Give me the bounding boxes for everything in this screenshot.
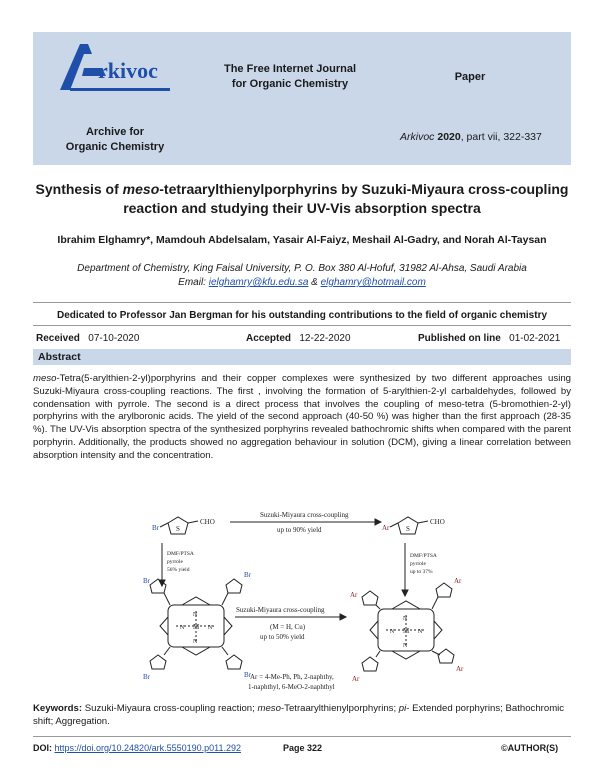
svg-text:N: N bbox=[180, 625, 185, 631]
svg-text:N: N bbox=[208, 625, 213, 631]
page-number: Page 322 bbox=[283, 743, 323, 753]
thiophene-ring bbox=[226, 655, 242, 669]
svg-text:1-naphthyl, 6-MeO-2-naphthyl: 1-naphthyl, 6-MeO-2-naphthyl bbox=[248, 683, 335, 691]
svg-text:DMF/PTSA: DMF/PTSA bbox=[167, 551, 194, 557]
thiophene-ring bbox=[362, 657, 378, 671]
thiophene-ring bbox=[436, 583, 452, 597]
citation: Arkivoc 2020, part vii, 322-337 bbox=[400, 131, 542, 143]
affiliation: Department of Chemistry, King Faisal University, P. O. Box 380 Al-Hofuf, 31982 Al-Ahsa, Saudi Arabia Email: ielghamry@kfu.edu.sa & elghamry@hotmail.com bbox=[77, 263, 527, 288]
svg-text:Br: Br bbox=[244, 571, 251, 579]
divider bbox=[33, 325, 571, 326]
svg-text:N: N bbox=[193, 612, 198, 618]
svg-text:Suzuki-Miyaura cross-coupling: Suzuki-Miyaura cross-coupling bbox=[236, 606, 325, 614]
svg-text:N: N bbox=[390, 629, 395, 635]
keywords: Keywords: Suzuki-Miyaura cross-coupling reaction; meso-Tetraarylthienylporphyrins; pi- Extended porphyrins; Bathochromic shift; Aggregation. bbox=[33, 703, 565, 727]
svg-text:DMF/PTSA: DMF/PTSA bbox=[410, 553, 437, 559]
svg-text:Ar: Ar bbox=[352, 675, 360, 683]
paper-type-label: Paper bbox=[454, 71, 486, 83]
svg-text:Ar = 4-Me-Ph, Ph, 2-naphthy,: Ar = 4-Me-Ph, Ph, 2-naphthy, bbox=[250, 673, 334, 681]
published-date: Published on line 01-02-2021 bbox=[418, 333, 561, 344]
svg-text:N: N bbox=[403, 643, 408, 649]
svg-text:Ar: Ar bbox=[456, 665, 464, 673]
author-list: Ibrahim Elghamry*, Mamdouh Abdelsalam, Yasair Al-Faiyz, Meshail Al-Gadry, and Norah Al-Taysan bbox=[57, 234, 547, 246]
svg-text:N: N bbox=[193, 639, 198, 645]
email-link-1[interactable]: ielghamry@kfu.edu.sa bbox=[208, 277, 309, 288]
svg-text:N: N bbox=[403, 616, 408, 622]
svg-text:56% yield: 56% yield bbox=[167, 567, 190, 573]
dedication: Dedicated to Professor Jan Bergman for his outstanding contributions to the field of organic chemistry bbox=[56, 310, 548, 321]
reaction-scheme bbox=[140, 505, 470, 695]
received-date: Received 07-10-2020 bbox=[36, 333, 140, 344]
svg-text:(M = H, Cu): (M = H, Cu) bbox=[270, 623, 306, 631]
svg-text:Ar: Ar bbox=[454, 577, 462, 585]
svg-text:Br: Br bbox=[152, 524, 159, 532]
copyright: ©AUTHOR(S) bbox=[501, 743, 559, 753]
svg-text:M: M bbox=[193, 623, 200, 631]
svg-text:Ar: Ar bbox=[382, 524, 390, 532]
arkivoc-logo bbox=[58, 38, 198, 98]
svg-text:S: S bbox=[406, 525, 410, 533]
svg-text:Br: Br bbox=[143, 673, 150, 681]
paper-title: Synthesis of meso-tetraarylthienylporphyrins by Suzuki-Miyaura cross-coupling reaction and studying their UV-Vis absorption spectra bbox=[35, 181, 569, 216]
svg-text:up to 37%: up to 37% bbox=[410, 569, 433, 575]
thiophene-ring bbox=[362, 591, 378, 605]
svg-text:up to 50% yield: up to 50% yield bbox=[260, 633, 305, 641]
svg-text:CHO: CHO bbox=[430, 518, 445, 526]
svg-text:up to 90% yield: up to 90% yield bbox=[277, 526, 322, 534]
svg-text:M: M bbox=[403, 627, 410, 635]
archive-label: Archive for Organic Chemistry bbox=[65, 126, 165, 153]
svg-text:Suzuki-Miyaura cross-coupling: Suzuki-Miyaura cross-coupling bbox=[260, 511, 349, 519]
svg-text:pyrrole: pyrrole bbox=[167, 559, 183, 565]
footer-divider bbox=[33, 736, 571, 737]
svg-text:pyrrole: pyrrole bbox=[410, 561, 426, 567]
divider bbox=[33, 302, 571, 303]
thiophene-ring bbox=[438, 649, 454, 663]
email-link-2[interactable]: elghamry@hotmail.com bbox=[320, 277, 426, 288]
abstract-text: meso-Tetra(5-arylthien-2-yl)porphyrins and their copper complexes were synthesized by two different approaches using Suzuki-Miyaura cross-coupling reactions. The first , involving the formation of 5-arylthien-2-yl carbaldehydes, followed by condensation with pyrrole. The second is a direct process that involves the coupling of meso-tetra (5-bromothien-2-yl) porphyrins with the arylboronic acids. The yield of the second approach (40-50 %) was higher than the first approach (28-35 %). The UV-Vis absorption spectra of the synthesized porphyrins revealed bathochromic shifts when compared with the parent porphyrin. Additionally, the products showed no aggregation behaviour in solution (DCM), giving a linear correlation between absorption intensity and the concentration. bbox=[33, 373, 571, 461]
accepted-date: Accepted 12-22-2020 bbox=[246, 333, 351, 344]
svg-text:Br: Br bbox=[244, 671, 251, 679]
thiophene-ring bbox=[150, 655, 166, 669]
svg-text:N: N bbox=[418, 629, 423, 635]
svg-text:S: S bbox=[176, 525, 180, 533]
journal-tagline: The Free Internet Journal for Organic Chemistry bbox=[223, 63, 357, 90]
thiophene-ring bbox=[226, 579, 242, 593]
svg-text:CHO: CHO bbox=[200, 518, 215, 526]
svg-text:Br: Br bbox=[143, 577, 150, 585]
abstract-heading-bar bbox=[33, 349, 571, 365]
svg-text:Ar: Ar bbox=[350, 591, 358, 599]
abstract-heading: Abstract bbox=[38, 351, 81, 363]
logo-wordmark: rkivoc bbox=[98, 58, 158, 83]
doi-link[interactable]: https://doi.org/10.24820/ark.5550190.p011.292 bbox=[54, 743, 241, 753]
